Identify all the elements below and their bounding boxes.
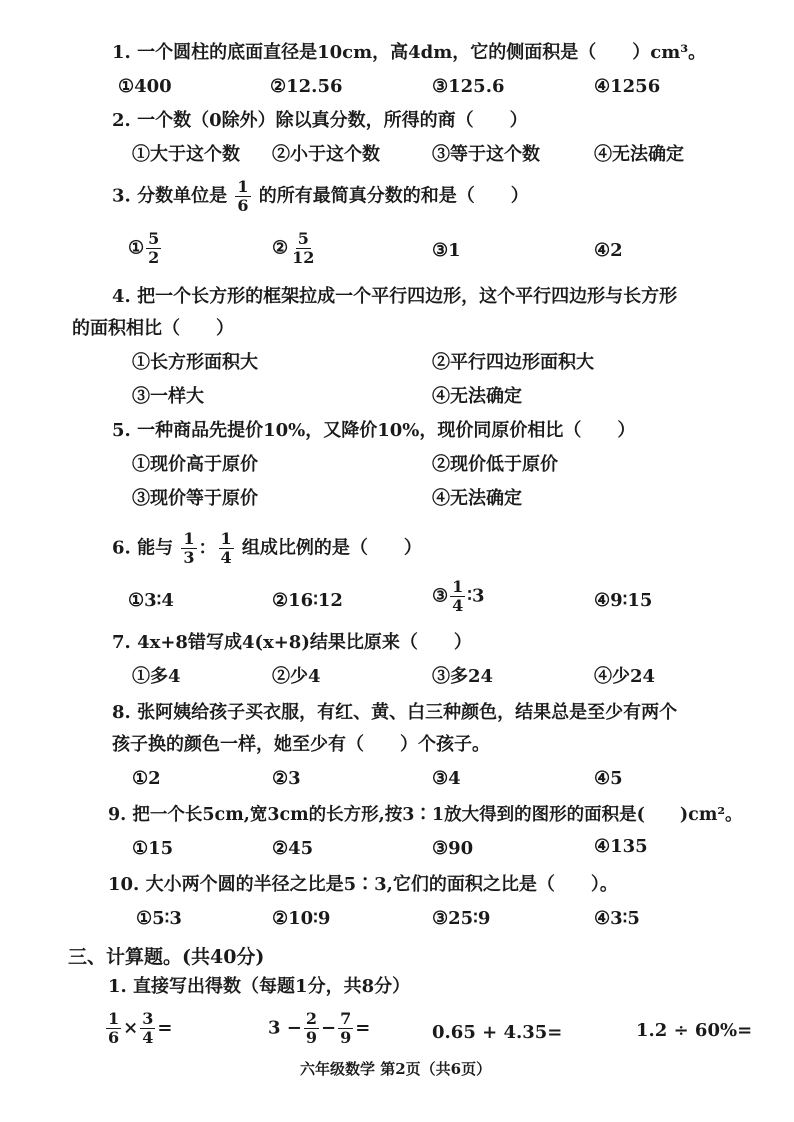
equals-sign: = bbox=[157, 1017, 173, 1039]
calc-item-2 bbox=[268, 1010, 370, 1047]
q4-option-3[interactable]: ③一样大 bbox=[132, 386, 204, 407]
q9-option-4[interactable]: ④135 bbox=[594, 836, 648, 857]
fraction-numerator: 1 bbox=[220, 529, 232, 548]
q3-option-3[interactable] bbox=[432, 240, 461, 262]
q7-option-3[interactable]: ③多24 bbox=[432, 666, 494, 687]
question-text: 一种商品先提价10%，又降价10%，现价同原价相比（ ） bbox=[137, 420, 636, 441]
question-text: 张阿姨给孩子买衣服，有红、黄、白三种颜色，结果总是至少有两个 bbox=[137, 702, 678, 723]
fraction bbox=[235, 178, 250, 215]
q3-option-4[interactable] bbox=[594, 240, 623, 262]
ratio-colon: ： bbox=[198, 537, 217, 559]
q7-option-1[interactable]: ①多4 bbox=[132, 666, 181, 687]
q6-option-2[interactable] bbox=[272, 590, 343, 612]
q5-option-2[interactable]: ②现价低于原价 bbox=[432, 454, 558, 475]
question-1 bbox=[112, 42, 706, 64]
question-8-continued: 孩子换的颜色一样，她至少有（ ）个孩子。 bbox=[112, 734, 490, 755]
question-7 bbox=[112, 632, 472, 654]
q10-option-2[interactable]: ②10∶9 bbox=[272, 908, 331, 929]
q3-option-2[interactable] bbox=[272, 230, 318, 267]
fraction-numerator: 1 bbox=[452, 577, 464, 596]
q8-option-2[interactable]: ②3 bbox=[272, 768, 301, 789]
q9-option-1[interactable]: ①15 bbox=[132, 838, 174, 859]
question-4 bbox=[112, 286, 677, 308]
question-number: 2. bbox=[112, 110, 131, 131]
q9-option-3[interactable]: ③90 bbox=[432, 838, 474, 859]
question-text: 的所有最简真分数的和是（ ） bbox=[258, 185, 529, 207]
q2-option-4[interactable]: ④无法确定 bbox=[594, 144, 684, 165]
question-number: 1. bbox=[112, 42, 131, 63]
question-text: 4x+8错写成4(x+8)结果比原来（ ） bbox=[137, 632, 472, 653]
option-value: 3∶4 bbox=[144, 590, 174, 611]
fraction-numerator: 2 bbox=[305, 1009, 318, 1028]
q10-option-4[interactable]: ④3∶5 bbox=[594, 908, 640, 929]
question-number: 6. bbox=[112, 537, 131, 559]
q5-option-4[interactable]: ④无法确定 bbox=[432, 488, 522, 509]
q2-option-3[interactable]: ③等于这个数 bbox=[432, 144, 540, 165]
question-9 bbox=[108, 804, 743, 826]
q7-option-4[interactable]: ④少24 bbox=[594, 666, 656, 687]
operator: × bbox=[123, 1017, 139, 1039]
fraction-denominator: 6 bbox=[237, 196, 249, 215]
option-mark: ② bbox=[272, 237, 289, 259]
calc-item-3: 0.65 + 4.35= bbox=[432, 1022, 563, 1043]
q4-option-1[interactable]: ①长方形面积大 bbox=[132, 352, 258, 373]
question-5 bbox=[112, 420, 635, 442]
fraction bbox=[219, 530, 234, 567]
option-mark: ① bbox=[128, 590, 145, 611]
option-mark: ④ bbox=[594, 240, 611, 261]
q8-option-1[interactable]: ①2 bbox=[132, 768, 161, 789]
question-text: 把一个长5cm,宽3cm的长方形,按3∶1放大得到的图形的面积是( )cm²。 bbox=[132, 805, 743, 825]
fraction-denominator: 9 bbox=[340, 1028, 352, 1047]
fraction-numerator: 5 bbox=[148, 229, 160, 248]
question-number: 5. bbox=[112, 420, 131, 441]
q6-option-1[interactable] bbox=[128, 590, 174, 612]
fraction-numerator: 1 bbox=[183, 529, 195, 548]
fraction-denominator: 3 bbox=[183, 548, 195, 567]
question-2 bbox=[112, 110, 528, 132]
q5-option-3[interactable]: ③现价等于原价 bbox=[132, 488, 258, 509]
fraction-denominator: 6 bbox=[108, 1028, 120, 1047]
q1-option-4[interactable]: ④1256 bbox=[594, 76, 661, 97]
q4-option-2[interactable]: ②平行四边形面积大 bbox=[432, 352, 594, 373]
fraction-denominator: 4 bbox=[142, 1028, 154, 1047]
calc-item-1 bbox=[104, 1010, 172, 1047]
q8-option-4[interactable]: ④5 bbox=[594, 768, 623, 789]
fraction-denominator: 9 bbox=[305, 1028, 318, 1047]
fraction bbox=[140, 1010, 155, 1047]
q2-option-1[interactable]: ①大于这个数 bbox=[132, 144, 240, 165]
option-mark: ③ bbox=[432, 240, 449, 261]
question-4-continued: 的面积相比（ ） bbox=[72, 318, 234, 339]
question-text: 大小两个圆的半径之比是5∶3,它们的面积之比是（ ）。 bbox=[145, 874, 618, 895]
question-text: 一个数（0除外）除以真分数，所得的商（ ） bbox=[137, 110, 528, 131]
fraction-numerator: 1 bbox=[108, 1009, 120, 1028]
fraction bbox=[181, 530, 196, 567]
q1-option-3[interactable]: ③125.6 bbox=[432, 76, 505, 97]
section-title: 三、计算题。(共40分) bbox=[68, 946, 265, 968]
q1-option-2[interactable]: ②12.56 bbox=[270, 76, 343, 97]
q2-option-2[interactable]: ②小于这个数 bbox=[272, 144, 380, 165]
option-value: 2 bbox=[610, 240, 623, 261]
question-number: 9. bbox=[108, 805, 127, 825]
question-8 bbox=[112, 702, 677, 724]
question-number: 7. bbox=[112, 632, 131, 653]
equals-sign: = bbox=[355, 1017, 371, 1039]
fraction-numerator: 1 bbox=[237, 177, 249, 196]
fraction bbox=[304, 1010, 319, 1047]
calc-item-4: 1.2 ÷ 60%= bbox=[636, 1020, 753, 1041]
q8-option-3[interactable]: ③4 bbox=[432, 768, 461, 789]
page-footer: 六年级数学 第2页（共6页） bbox=[300, 1060, 492, 1078]
question-text: 组成比例的是（ ） bbox=[241, 537, 422, 559]
q4-option-4[interactable]: ④无法确定 bbox=[432, 386, 522, 407]
question-10 bbox=[108, 874, 618, 896]
question-number: 3. bbox=[112, 185, 131, 207]
q1-option-1[interactable]: ①400 bbox=[118, 76, 172, 97]
question-6 bbox=[112, 530, 422, 567]
fraction bbox=[106, 1010, 121, 1047]
fraction-denominator: 2 bbox=[148, 248, 160, 267]
question-number: 10. bbox=[108, 874, 140, 895]
question-number: 8. bbox=[112, 702, 131, 723]
q10-option-1[interactable]: ①5∶3 bbox=[136, 908, 182, 929]
fraction bbox=[338, 1010, 353, 1047]
fraction-denominator: 12 bbox=[292, 248, 315, 267]
option-value: ∶3 bbox=[467, 585, 485, 607]
q9-option-2[interactable]: ②45 bbox=[272, 838, 314, 859]
option-mark: ① bbox=[128, 237, 145, 259]
operator: − bbox=[321, 1017, 337, 1039]
fraction-numerator: 3 bbox=[142, 1009, 154, 1028]
q6-option-4[interactable] bbox=[594, 590, 652, 612]
q7-option-2[interactable]: ②少4 bbox=[272, 666, 321, 687]
question-number: 4. bbox=[112, 286, 131, 307]
option-mark: ③ bbox=[432, 585, 449, 607]
question-text: 一个圆柱的底面直径是10cm，高4dm，它的侧面积是（ ）cm³。 bbox=[137, 42, 707, 63]
option-value: 1 bbox=[448, 240, 461, 261]
q10-option-3[interactable]: ③25∶9 bbox=[432, 908, 491, 929]
question-text: 能与 bbox=[137, 537, 174, 559]
q6-option-3[interactable] bbox=[432, 578, 485, 615]
question-text: 分数单位是 bbox=[137, 185, 228, 207]
option-value: 9∶15 bbox=[610, 590, 653, 611]
fraction-numerator: 5 bbox=[297, 229, 309, 248]
operand: 3 − bbox=[268, 1017, 302, 1039]
q3-option-1[interactable] bbox=[128, 230, 163, 267]
fraction-numerator: 7 bbox=[340, 1009, 352, 1028]
fraction-denominator: 4 bbox=[220, 548, 232, 567]
option-value: 16∶12 bbox=[288, 590, 343, 611]
question-text: 把一个长方形的框架拉成一个平行四边形，这个平行四边形与长方形 bbox=[137, 286, 678, 307]
q5-option-1[interactable]: ①现价高于原价 bbox=[132, 454, 258, 475]
fraction bbox=[290, 230, 316, 267]
subsection-title: 1. 直接写出得数（每题1分，共8分） bbox=[108, 976, 411, 997]
fraction-denominator: 4 bbox=[452, 596, 464, 615]
option-mark: ② bbox=[272, 590, 289, 611]
option-mark: ④ bbox=[594, 590, 611, 611]
question-3 bbox=[112, 178, 529, 215]
fraction bbox=[450, 578, 465, 615]
fraction bbox=[146, 230, 161, 267]
